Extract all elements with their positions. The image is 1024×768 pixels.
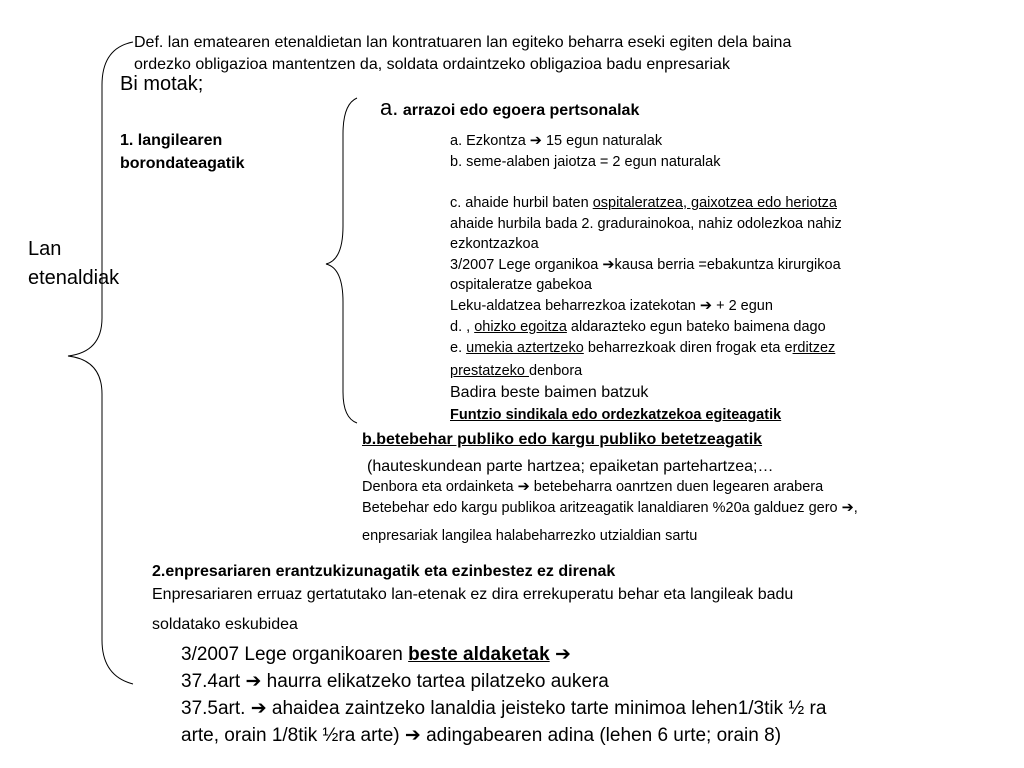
law-label: 3/2007 Lege organikoa <box>450 257 603 273</box>
arrow-right-icon: ➔ <box>529 133 542 149</box>
relative-line-3: ezkontzazkoa <box>450 236 539 252</box>
employer-line-2: soldatako eskubidea <box>152 616 298 633</box>
law-new-cause: kausa berria =ebakuntza kirurgikoa <box>614 257 841 273</box>
pay-text: betebeharra oanrtzen duen legearen arabera <box>529 479 824 495</box>
reasons-brace <box>326 98 357 423</box>
arrow-right-icon: ➔ <box>245 671 262 692</box>
move-d-text: aldarazteko egun bateko baimena dago <box>566 319 826 335</box>
employer-heading: 2.enpresariaren erantzukizunagatik eta ezinbestez ez direnak <box>152 563 616 580</box>
arrow-right-icon: ➔ <box>602 257 615 273</box>
arrow-right-icon: ➔ <box>250 698 267 719</box>
exam-line-2 <box>450 361 582 382</box>
birth-line: b. seme-alaben jaiotza = 2 egun naturalak <box>450 154 721 170</box>
art2-text: ahaidea zaintzeko lanaldia jeisteko tarte minimoa lehen1/3tik ½ ra <box>266 698 827 719</box>
law-line <box>450 255 841 276</box>
relative-label: c. ahaide hurbil baten <box>450 195 593 211</box>
section-a-heading <box>380 95 639 121</box>
art3-text: adingabearen adina (lehen 6 urte; orain 8) <box>420 725 782 746</box>
arrow-right-icon: ➔ <box>404 725 421 746</box>
art1-label: 37.4art <box>181 671 246 692</box>
section-b-heading: b.betebehar publiko edo kargu publiko betetzeagatik <box>362 431 763 448</box>
exam-text: beharrezkoak diren frogak eta e <box>583 340 793 356</box>
law-changes-art1 <box>181 670 609 694</box>
law-changes-title: beste aldaketak <box>408 644 550 665</box>
section-a-marker: a. <box>380 95 399 120</box>
arrow-right-icon: ➔ <box>554 644 571 665</box>
definition-line-1: Def. lan ematearen etenaldietan lan kontratuaren lan egiteko beharra eseki egiten dela baina <box>134 34 792 51</box>
section-b-examples: (hauteskundean parte hartzea; epaiketan partehartzea;… <box>367 458 774 475</box>
other-permits: Badira beste baimen batzuk <box>450 384 649 401</box>
exam-link-2: rditzez <box>792 340 836 356</box>
employer-line-1: Enpresariaren erruaz gertatutako lan-etenak ez dira errekuperatu behar eta langileak badu <box>152 586 794 603</box>
worker-will-heading-2: borondateagatik <box>120 155 245 172</box>
section-b-reduction <box>362 498 858 519</box>
law-changes-intro <box>181 643 571 667</box>
arrow-right-icon: ➔ <box>517 479 530 495</box>
marriage-days: 15 egun naturalak <box>545 133 663 149</box>
marriage-label: a. Ezkontza <box>450 133 526 149</box>
section-b-pay <box>362 477 823 498</box>
definition-line-2: ordezko obligazioa mantentzen da, soldata ordaintzeko obligazioa badu enpresariak <box>134 56 730 73</box>
exam-prepare: prestatzeko <box>450 363 529 379</box>
reduction-text: Betebehar edo kargu publikoa aritzeagatik lanaldiaren %20a galduez gero <box>362 500 842 516</box>
arrow-right-icon: ➔ <box>841 500 854 516</box>
section-a-title: arrazoi edo egoera pertsonalak <box>402 102 640 119</box>
move-days: + 2 egun <box>712 298 773 314</box>
exam-link: umekia aztertzeko <box>466 340 584 356</box>
exam-label: e. <box>450 340 467 356</box>
reduction-comma: , <box>853 500 858 516</box>
root-label-line-2: etenaldiak <box>28 267 120 289</box>
union-function: Funtzio sindikala edo ordezkatzekoa egiteagatik <box>450 407 782 423</box>
exam-line <box>450 338 835 359</box>
relative-line-2: ahaide hurbila bada 2. gradurainokoa, nahiz odolezkoa nahiz <box>450 216 842 232</box>
law-changes-label: 3/2007 Lege organikoaren <box>181 644 409 665</box>
law-changes-art3 <box>181 724 781 748</box>
arrow-right-icon: ➔ <box>699 298 713 314</box>
law-changes-art2 <box>181 697 826 721</box>
art3-label: arte, orain 1/8tik ½ra arte) <box>181 725 405 746</box>
move-d-line <box>450 317 826 338</box>
types-heading: Bi motak; <box>120 73 204 95</box>
section-b-excedence: enpresariak langilea halabeharrezko utzialdian sartu <box>362 528 698 544</box>
art1-text: haurra elikatzeko tartea pilatzeko aukera <box>261 671 609 692</box>
worker-will-heading-1: 1. langilearen <box>120 132 223 149</box>
root-label-line-1: Lan <box>28 238 62 260</box>
move-line <box>450 296 773 317</box>
art2-label: 37.5art. <box>181 698 251 719</box>
law-line-2: ospitaleratze gabekoa <box>450 277 592 293</box>
marriage-line <box>450 131 662 152</box>
move-label: Leku-aldatzea beharrezkoa izatekotan <box>450 298 700 314</box>
move-d-label: d. , <box>450 319 475 335</box>
relative-causes: ospitaleratzea, gaixotzea edo heriotza <box>592 195 837 211</box>
usual-residence: ohizko egoitza <box>474 319 567 335</box>
relative-line <box>450 193 837 214</box>
exam-time: denbora <box>529 363 583 379</box>
pay-label: Denbora eta ordainketa <box>362 479 518 495</box>
